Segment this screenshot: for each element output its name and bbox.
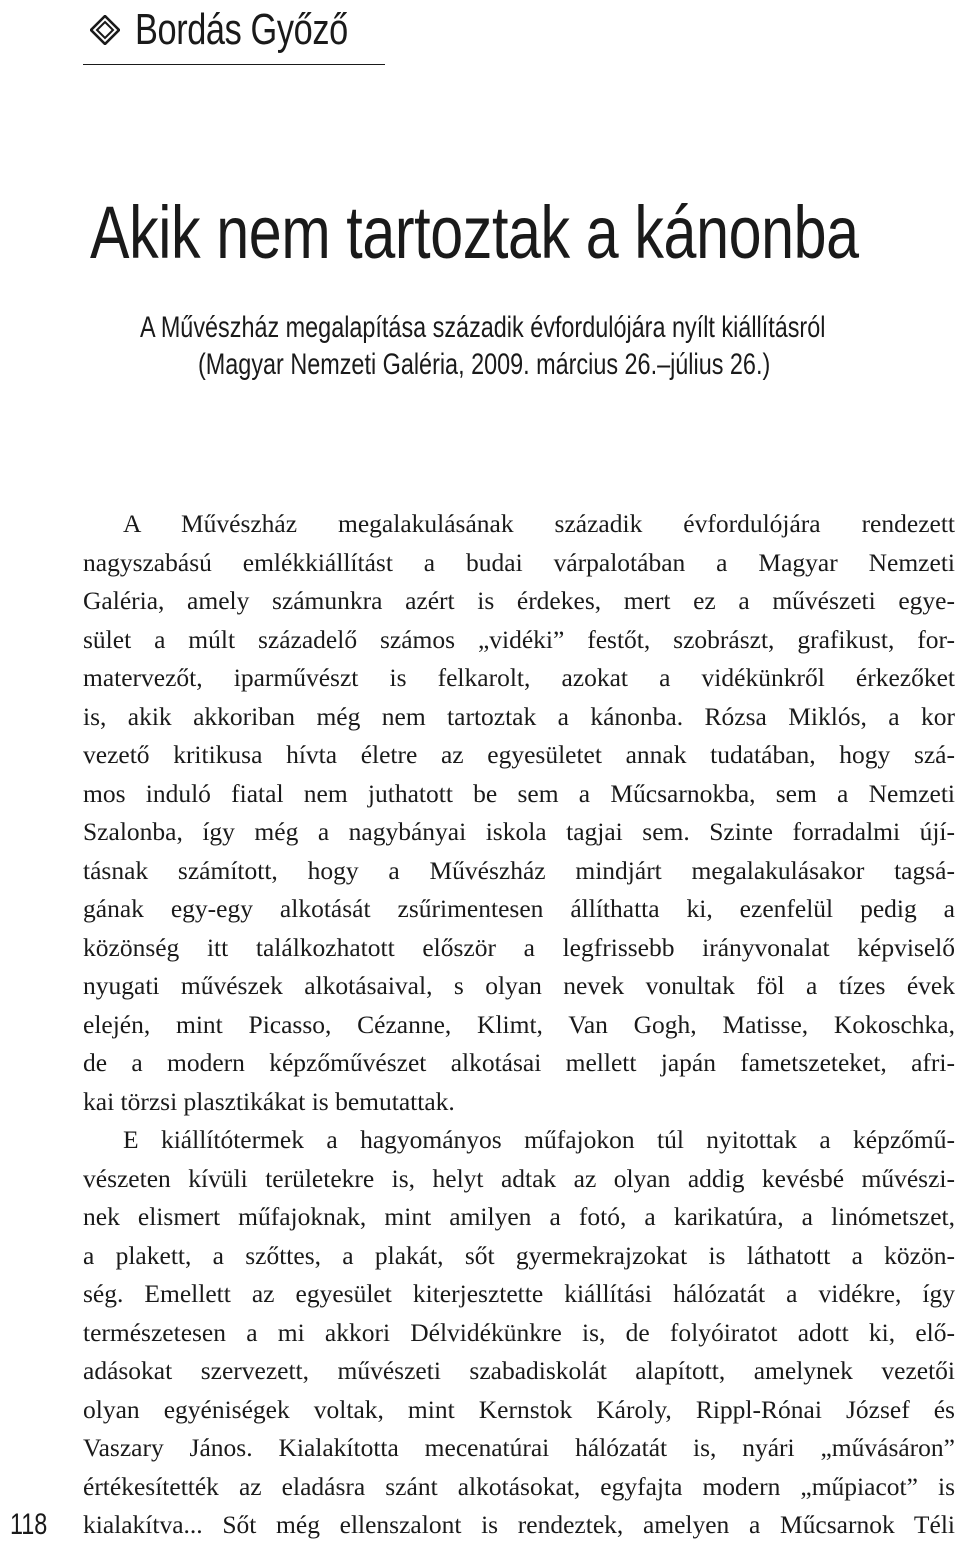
diamond-icon	[90, 15, 120, 45]
body-line: nyugati művészek alkotásaival, s olyan nevek vonultak föl a tízes évek	[83, 971, 955, 1000]
body-line: mos induló fiatal nem juthatott be sem a Műcsarnokba, sem a Nemzeti	[83, 778, 955, 808]
body-line: gának egy-egy alkotását zsűrimentesen állíthatta ki, ezenfelül pedig a	[83, 894, 955, 923]
body-line: Szalonba, így még a nagybányai iskola tagjai sem. Szinte forradalmi újí-	[83, 817, 955, 846]
body-line: sület a múlt századelő számos „vidéki” festőt, szobrászt, grafikust, for-	[83, 624, 955, 654]
body-line: értékesítették az eladásra szánt alkotásokat, egyfajta modern „műpiacot” is	[83, 1471, 955, 1501]
article-body	[83, 505, 955, 1545]
body-line: vezető kritikusa hívta életre az egyesületet annak tudatában, hogy szá-	[83, 740, 955, 769]
body-line: Vaszary János. Kialakította mecenatúrai hálózatát is, nyári „művásáron”	[83, 1433, 955, 1462]
running-header	[83, 0, 385, 65]
body-line: vészeten kívüli területekre is, helyt adtak az olyan addig kevésbé művészi-	[83, 1163, 955, 1193]
body-line: kialakítva... Sőt még ellenszalont is rendeztek, amelyen a Műcsarnok Téli	[83, 1510, 955, 1539]
body-line: de a modern képzőművészet alkotásai mellett japán fametszeteket, afri-	[83, 1048, 955, 1077]
body-line: is, akik akkoriban még nem tartoztak a kánonba. Rózsa Miklós, a kor	[83, 701, 955, 731]
body-line: a plakett, a szőttes, a plakát, sőt gyermekrajzokat is láthatott a közön-	[83, 1240, 955, 1270]
body-line: természetesen a mi akkori Délvidékünkre is, de folyóiratot adott ki, elő-	[83, 1317, 955, 1347]
body-line: elején, mint Picasso, Cézanne, Klimt, Van Gogh, Matisse, Kokoschka,	[83, 1009, 955, 1039]
body-line: adásokat szervezett, művészeti szabadiskolát alapított, amelynek vezetői	[83, 1356, 955, 1385]
body-line: ség. Emellett az egyesület kiterjesztette kiállítási hálózatát a vidékre, így	[83, 1279, 955, 1308]
body-line: matervezőt, iparművészt is felkarolt, azokat a vidékünkről érkezőket	[83, 663, 955, 692]
body-line: A Művészház megalakulásának századik évfordulójára rendezett	[123, 509, 955, 538]
body-line: nagyszabású emlékkiállítást a budai várpalotában a Magyar Nemzeti	[83, 547, 955, 577]
author-name: Bordás Győző	[135, 5, 348, 54]
body-line: közönség itt találkozhatott először a legfrissebb irányvonalat képviselő	[83, 932, 955, 962]
body-line: Galéria, amely számunkra azért is érdekes, mert ez a művészeti egye-	[83, 586, 955, 615]
body-line: kai törzsi plasztikákat is bemutattak.	[83, 1086, 455, 1116]
body-line: nek elismert műfajoknak, mint amilyen a fotó, a karikatúra, a linómetszet,	[83, 1202, 955, 1231]
article-subtitle-line2: (Magyar Nemzeti Galéria, 2009. március 26.–július 26.)	[198, 348, 771, 381]
body-line: tásnak számított, hogy a Művészház mindjárt megalakulásakor tagsá-	[83, 855, 955, 885]
body-line: E kiállítótermek a hagyományos műfajokon túl nyitottak a képzőmű-	[123, 1125, 955, 1154]
body-line: olyan egyéniségek voltak, mint Kernstok Károly, Rippl-Rónai József és	[83, 1394, 955, 1424]
article-subtitle-line1: A Művészház megalapítása századik évfordulójára nyílt kiállításról	[140, 311, 826, 344]
article-title: Akik nem tartoztak a kánonba	[90, 191, 859, 274]
page-number: 118	[10, 1508, 48, 1541]
